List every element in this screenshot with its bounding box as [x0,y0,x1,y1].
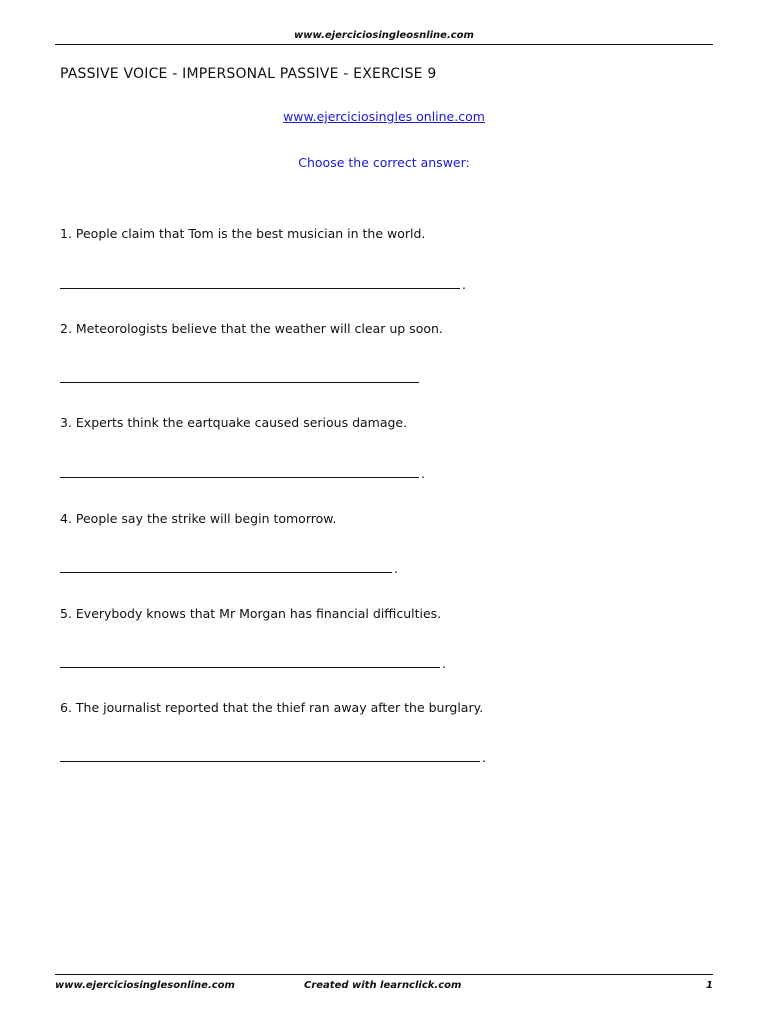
answer-blank-5[interactable] [60,652,446,670]
question-3: 3. Experts think the eartquake caused serious damage. [60,415,408,430]
header-divider [55,44,713,45]
answer-punct: . [442,656,446,671]
footer-page-number: 1 [706,980,713,991]
question-1: 1. People claim that Tom is the best musician in the world. [60,226,426,241]
answer-line [60,382,419,383]
answer-punct: . [394,561,398,576]
answer-line [60,477,419,478]
answer-blank-2[interactable] [60,367,421,385]
answer-punct: . [462,277,466,292]
question-6: 6. The journalist reported that the thief ran away after the burglary. [60,700,484,715]
question-2: 2. Meteorologists believe that the weather will clear up soon. [60,321,443,336]
answer-blank-3[interactable] [60,462,425,480]
answer-line [60,667,440,668]
footer-site: www.ejerciciosinglesonline.com [55,980,235,991]
website-link[interactable]: www.ejerciciosingles online.com [283,109,485,124]
answer-blank-6[interactable] [60,746,486,764]
answer-line [60,761,480,762]
answer-punct: . [421,466,425,481]
answer-line [60,572,392,573]
answer-blank-1[interactable] [60,273,466,291]
answer-punct: . [482,750,486,765]
footer-credit: Created with learnclick.com [304,980,462,991]
answer-line [60,288,460,289]
page-header-url: www.ejerciciosingleosnline.com [294,30,474,41]
footer-divider [55,974,713,975]
page-title: PASSIVE VOICE - IMPERSONAL PASSIVE - EXERCISE 9 [60,66,437,82]
answer-blank-4[interactable] [60,557,398,575]
question-5: 5. Everybody knows that Mr Morgan has financial difficulties. [60,606,442,621]
instructions-text: Choose the correct answer: [298,155,470,170]
question-4: 4. People say the strike will begin tomorrow. [60,511,337,526]
